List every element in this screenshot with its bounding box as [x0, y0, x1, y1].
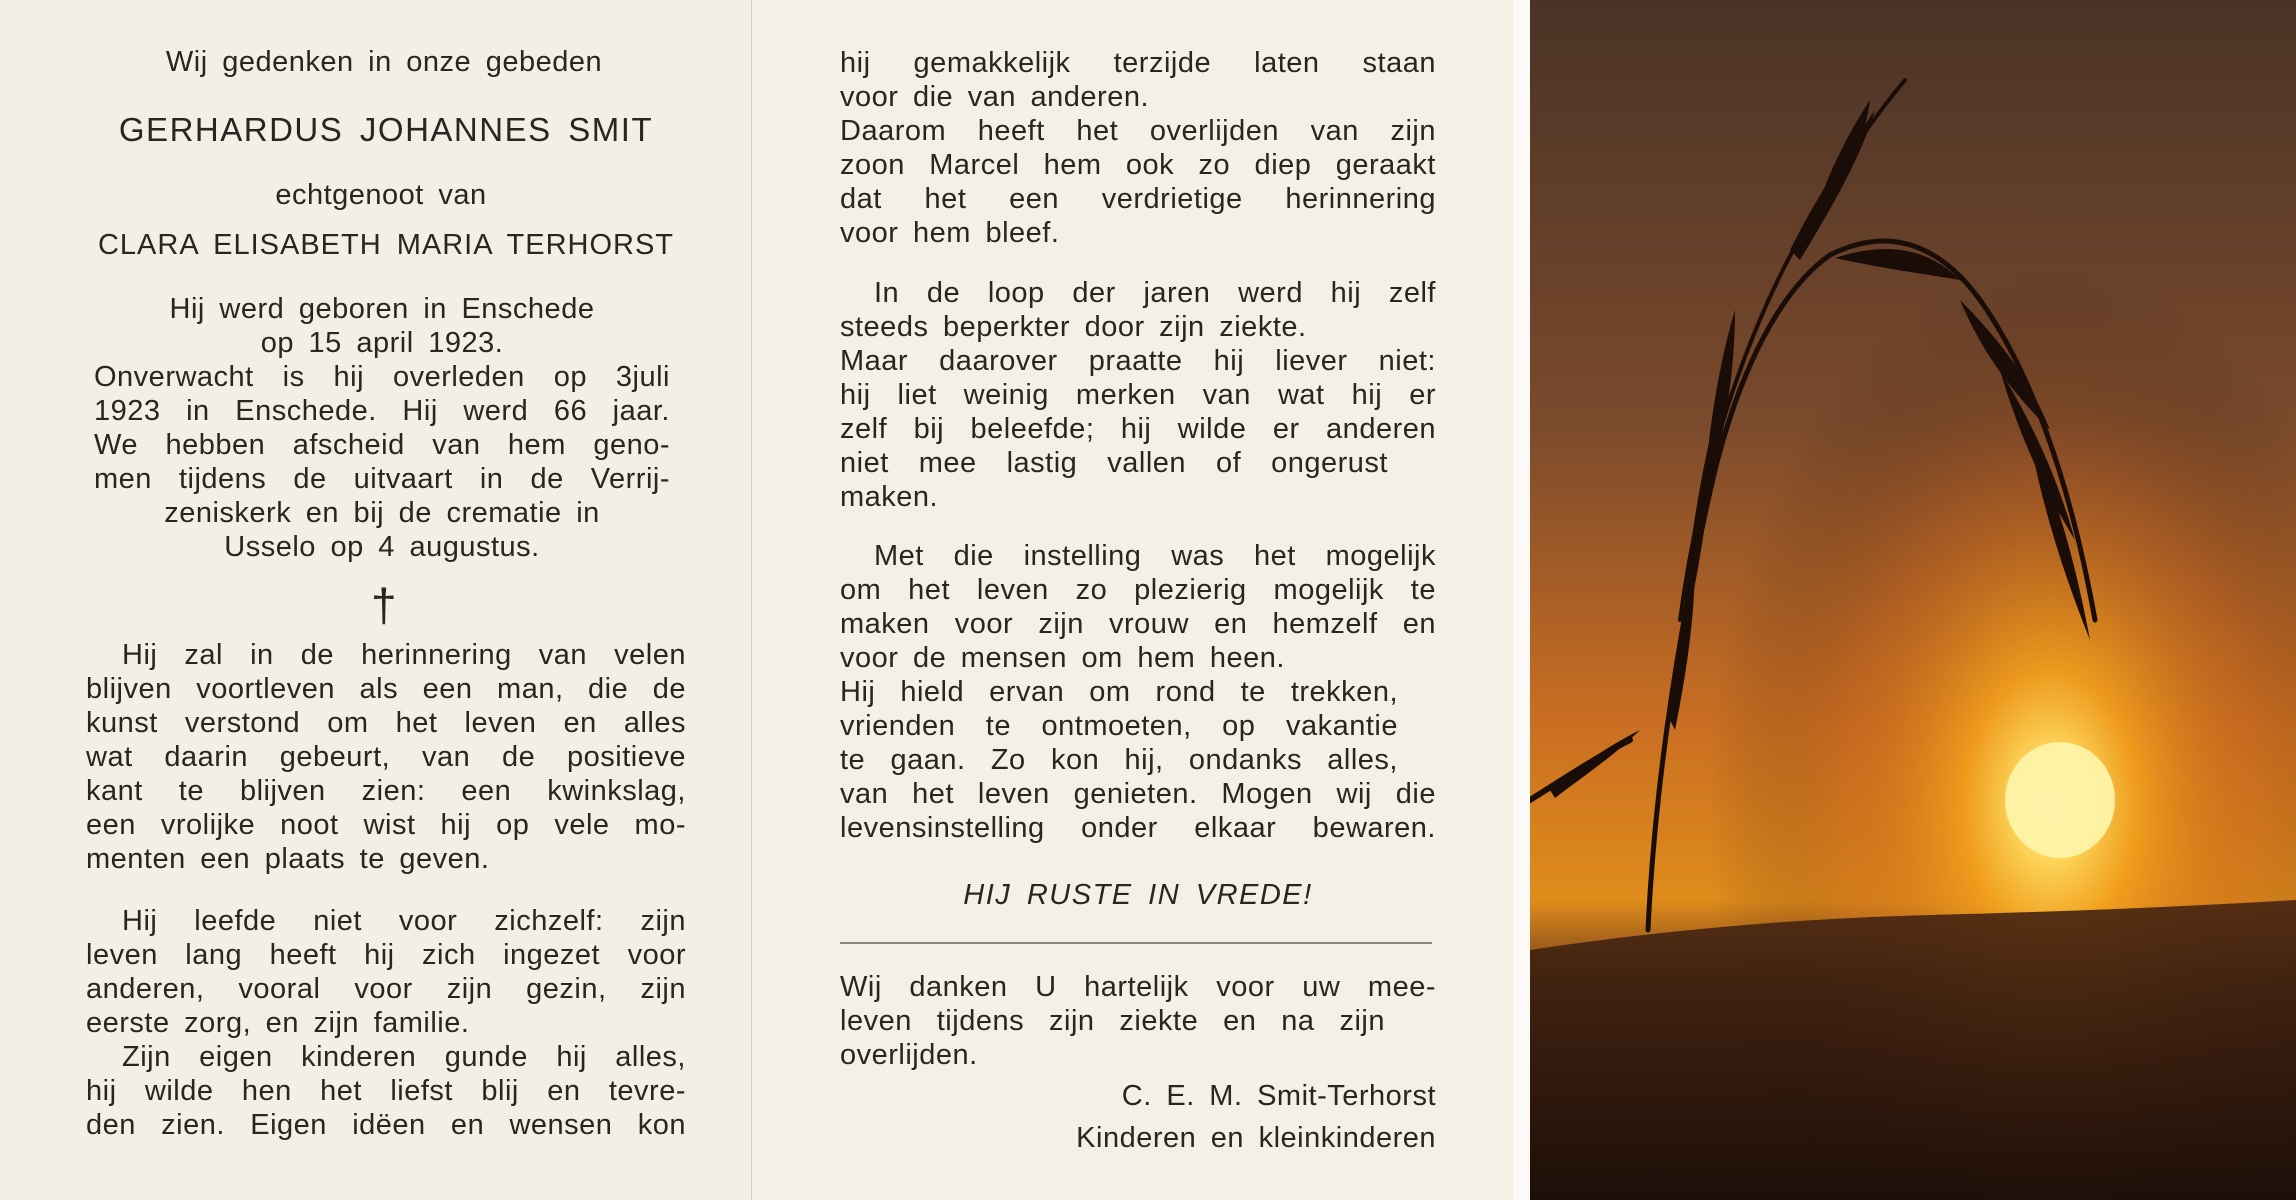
bio-line: 1923 in Enschede. Hij werd 66 jaar. — [94, 395, 670, 427]
text-line: eerste zorg, en zijn familie. — [86, 1007, 470, 1039]
text-line: In de loop der jaren werd hij zelf — [874, 277, 1436, 309]
text-line: zelf bij beleefde; hij wilde er anderen — [840, 413, 1436, 445]
text-line: Hij zal in de herinnering van velen — [122, 639, 686, 671]
text-line: kant te blijven zien: een kwinkslag, — [86, 775, 686, 807]
paragraph-character — [86, 638, 686, 876]
paragraph-family — [86, 904, 686, 1142]
text-line: niet mee lastig vallen of ongerust — [840, 447, 1388, 479]
signature-children: Kinderen en kleinkinderen — [1076, 1122, 1436, 1154]
text-line: een vrolijke noot wist hij op vele mo- — [86, 809, 686, 841]
text-line: vrienden te ontmoeten, op vakantie — [840, 710, 1398, 742]
text-line: maken. — [840, 481, 939, 513]
text-line: Wij danken U hartelijk voor uw mee- — [840, 971, 1436, 1003]
rest-in-peace-text: HIJ RUSTE IN VREDE! — [963, 879, 1313, 911]
sunset-wheat-icon — [1530, 0, 2296, 1200]
cross-icon: † — [370, 579, 398, 631]
paragraph-attitude — [840, 539, 1436, 845]
text-line: zoon Marcel hem ook zo diep geraakt — [840, 149, 1436, 181]
bio-line: Hij werd geboren in Enschede — [169, 293, 595, 325]
text-line: van het leven genieten. Mogen wij die — [840, 778, 1436, 810]
text-line: hij wilde hen het liefst blij en tevre- — [86, 1075, 686, 1107]
signature-widow: C. E. M. Smit-Terhorst — [1121, 1080, 1436, 1112]
paragraph-illness — [840, 276, 1436, 514]
text-line: leven tijdens zijn ziekte en na zijn — [840, 1005, 1385, 1037]
thanks-block — [840, 970, 1436, 1072]
relation-text: echtgenoot van — [275, 179, 487, 211]
text-line: maken voor zijn vrouw en hemzelf en — [840, 608, 1436, 640]
bio-line: Usselo op 4 augustus. — [224, 531, 540, 563]
text-line: Hij leefde niet voor zichzelf: zijn — [122, 905, 686, 937]
bio-line: zeniskerk en bij de crematie in — [164, 497, 600, 529]
bio-line: op 15 april 1923. — [260, 327, 504, 359]
text-line: voor die van anderen. — [840, 81, 1150, 113]
bio-line: men tijdens de uitvaart in de Verrij- — [94, 463, 670, 495]
text-line: wat daarin gebeurt, van de positieve — [86, 741, 686, 773]
text-line: hij gemakkelijk terzijde laten staan — [840, 47, 1436, 79]
deceased-name: GERHARDUS JOHANNES SMIT — [118, 111, 654, 148]
text-line: te gaan. Zo kon hij, ondanks alles, — [840, 744, 1398, 776]
text-line: hij liet weinig merken van wat hij er — [840, 379, 1436, 411]
text-line: voor de mensen om hem heen. — [840, 642, 1285, 674]
text-line: voor hem bleef. — [840, 217, 1060, 249]
paragraph-others — [840, 46, 1436, 250]
spouse-name: CLARA ELISABETH MARIA TERHORST — [97, 229, 675, 261]
text-line: Maar daarover praatte hij liever niet: — [840, 345, 1436, 377]
text-line: den zien. Eigen idëen en wensen kon — [86, 1109, 686, 1141]
text-line: blijven voortleven als een man, die de — [86, 673, 686, 705]
intro-text: Wij gedenken in onze gebeden — [165, 46, 603, 78]
sunset-wheat-photo — [1530, 0, 2296, 1200]
text-line: Met die instelling was het mogelijk — [874, 540, 1436, 572]
text-line: Zijn eigen kinderen gunde hij alles, — [122, 1041, 686, 1073]
panel-gap — [1513, 0, 1530, 1200]
bio-line: We hebben afscheid van hem geno- — [94, 429, 670, 461]
text-line: Daarom heeft het overlijden van zijn — [840, 115, 1436, 147]
bio-line: Onverwacht is hij overleden op 3juli — [94, 361, 670, 393]
text-line: kunst verstond om het leven en alles — [86, 707, 686, 739]
text-line: steeds beperkter door zijn ziekte. — [840, 311, 1307, 343]
divider-line — [840, 942, 1432, 944]
text-line: anderen, vooral voor zijn gezin, zijn — [86, 973, 686, 1005]
text-line: leven lang heeft hij zich ingezet voor — [86, 939, 686, 971]
bio-block — [94, 292, 670, 564]
text-line: Hij hield ervan om rond te trekken, — [840, 676, 1398, 708]
text-line: om het leven zo plezierig mogelijk te — [840, 574, 1436, 606]
text-line: overlijden. — [840, 1039, 978, 1071]
text-line: dat het een verdrietige herinnering — [840, 183, 1436, 215]
text-line: levensinstelling onder elkaar bewaren. — [840, 812, 1436, 844]
text-line: menten een plaats te geven. — [86, 843, 490, 875]
